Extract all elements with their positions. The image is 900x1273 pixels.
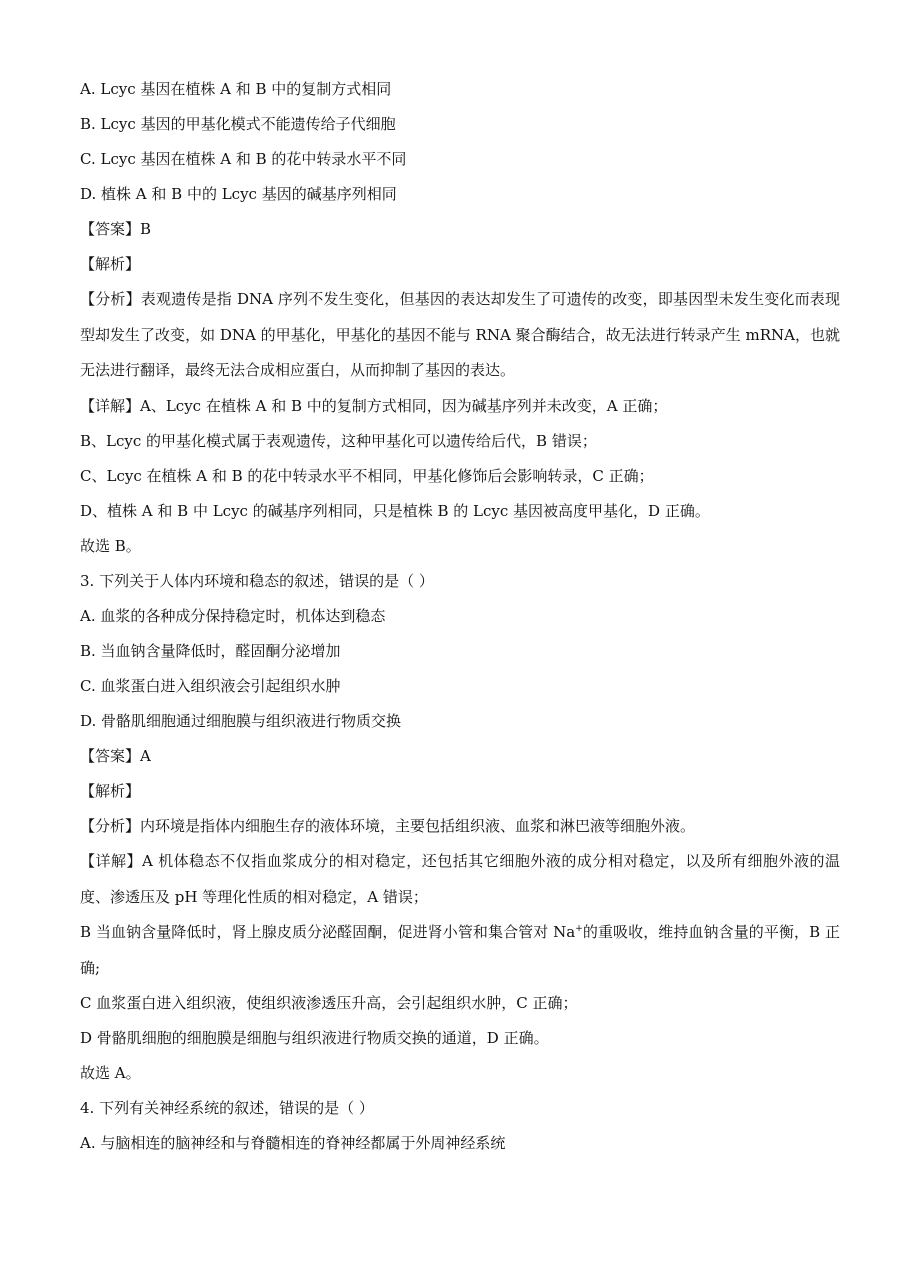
q2-option-c: C. Lcyc 基因在植株 A 和 B 的花中转录水平不同 — [80, 150, 407, 168]
q2-option-d: D. 植株 A 和 B 中的 Lcyc 基因的碱基序列相同 — [80, 185, 397, 203]
q2-fenxi: 【分析】表观遗传是指 DNA 序列不发生变化，但基因的表达却发生了可遗传的改变，即基因型未发生变化而表现型却发生了改变，如 DNA 的甲基化，甲基化的基因不能与 RNA 聚合酶结合，故无法进行转录产生 mRNA，也就无法进行翻译，最终无法合成相应蛋白，从而抑制了基因的表达。 — [80, 290, 840, 379]
q3-option-b: B. 当血钠含量降低时，醛固酮分泌增加 — [80, 641, 341, 660]
q3-option-a: A. 血浆的各种成分保持稳定时，机体达到稳态 — [80, 606, 386, 625]
q4-option-a: A. 与脑相连的脑神经和与脊髓相连的脊神经都属于外周神经系统 — [80, 1134, 506, 1152]
q3-detail-b — [80, 915, 840, 986]
q3-conclusion: 故选 A。 — [80, 1064, 141, 1082]
q2-detail-c: C、Lcyc 在植株 A 和 B 的花中转录水平不相同，甲基化修饰后会影响转录，C 正确； — [80, 466, 654, 485]
q3-detail-a: 【详解】A 机体稳态不仅指血浆成分的相对稳定，还包括其它细胞外液的成分相对稳定，以及所有细胞外液的温度、渗透压及 pH 等理化性质的相对稳定，A 错误； — [80, 852, 840, 906]
q3-option-c: C. 血浆蛋白进入组织液会引起组织水肿 — [80, 676, 341, 695]
q2-detail-a: 【详解】A、Lcyc 在植株 A 和 B 中的复制方式相同，因为碱基序列并未改变，A 正确； — [80, 396, 668, 415]
q2-detail-d: D、植株 A 和 B 中 Lcyc 的碱基序列相同，只是植株 B 的 Lcyc 基因被高度甲基化，D 正确。 — [80, 501, 710, 520]
q2-answer: 【答案】B — [80, 220, 152, 238]
sodium-charge: + — [575, 924, 583, 934]
q3-answer: 【答案】A — [80, 746, 151, 765]
q3-analysis-label: 【解析】 — [80, 781, 141, 800]
q2-detail-b: B、Lcyc 的甲基化模式属于表观遗传，这种甲基化可以遗传给后代，B 错误； — [80, 431, 597, 450]
q2-conclusion: 故选 B。 — [80, 536, 141, 555]
q2-option-a: A. Lcyc 基因在植株 A 和 B 中的复制方式相同 — [80, 80, 392, 98]
q2-option-b: B. Lcyc 基因的甲基化模式不能遗传给子代细胞 — [80, 115, 396, 133]
document-page — [80, 72, 840, 1161]
q2-analysis-label: 【解析】 — [80, 255, 141, 273]
q3-detail-b-post: 的重吸收，维持血钠含量的平衡，B 正确; — [80, 923, 840, 977]
q3-detail-c: C 血浆蛋白进入组织液，使组织液渗透压升高，会引起组织水肿，C 正确； — [80, 994, 578, 1012]
q4-stem: 4. 下列有关神经系统的叙述，错误的是（ ） — [80, 1099, 374, 1117]
q3-fenxi: 【分析】内环境是指体内细胞生存的液体环境，主要包括组织液、血浆和淋巴液等细胞外液。 — [80, 816, 696, 835]
q3-detail-d: D 骨骼肌细胞的细胞膜是细胞与组织液进行物质交换的通道，D 正确。 — [80, 1029, 549, 1047]
q3-option-d: D. 骨骼肌细胞通过细胞膜与组织液进行物质交换 — [80, 711, 402, 730]
q3-detail-b-pre: B 当血钠含量降低时，肾上腺皮质分泌醛固酮，促进肾小管和集合管对 Na — [80, 923, 576, 941]
q3-stem: 3. 下列关于人体内环境和稳态的叙述，错误的是（ ） — [80, 571, 434, 590]
